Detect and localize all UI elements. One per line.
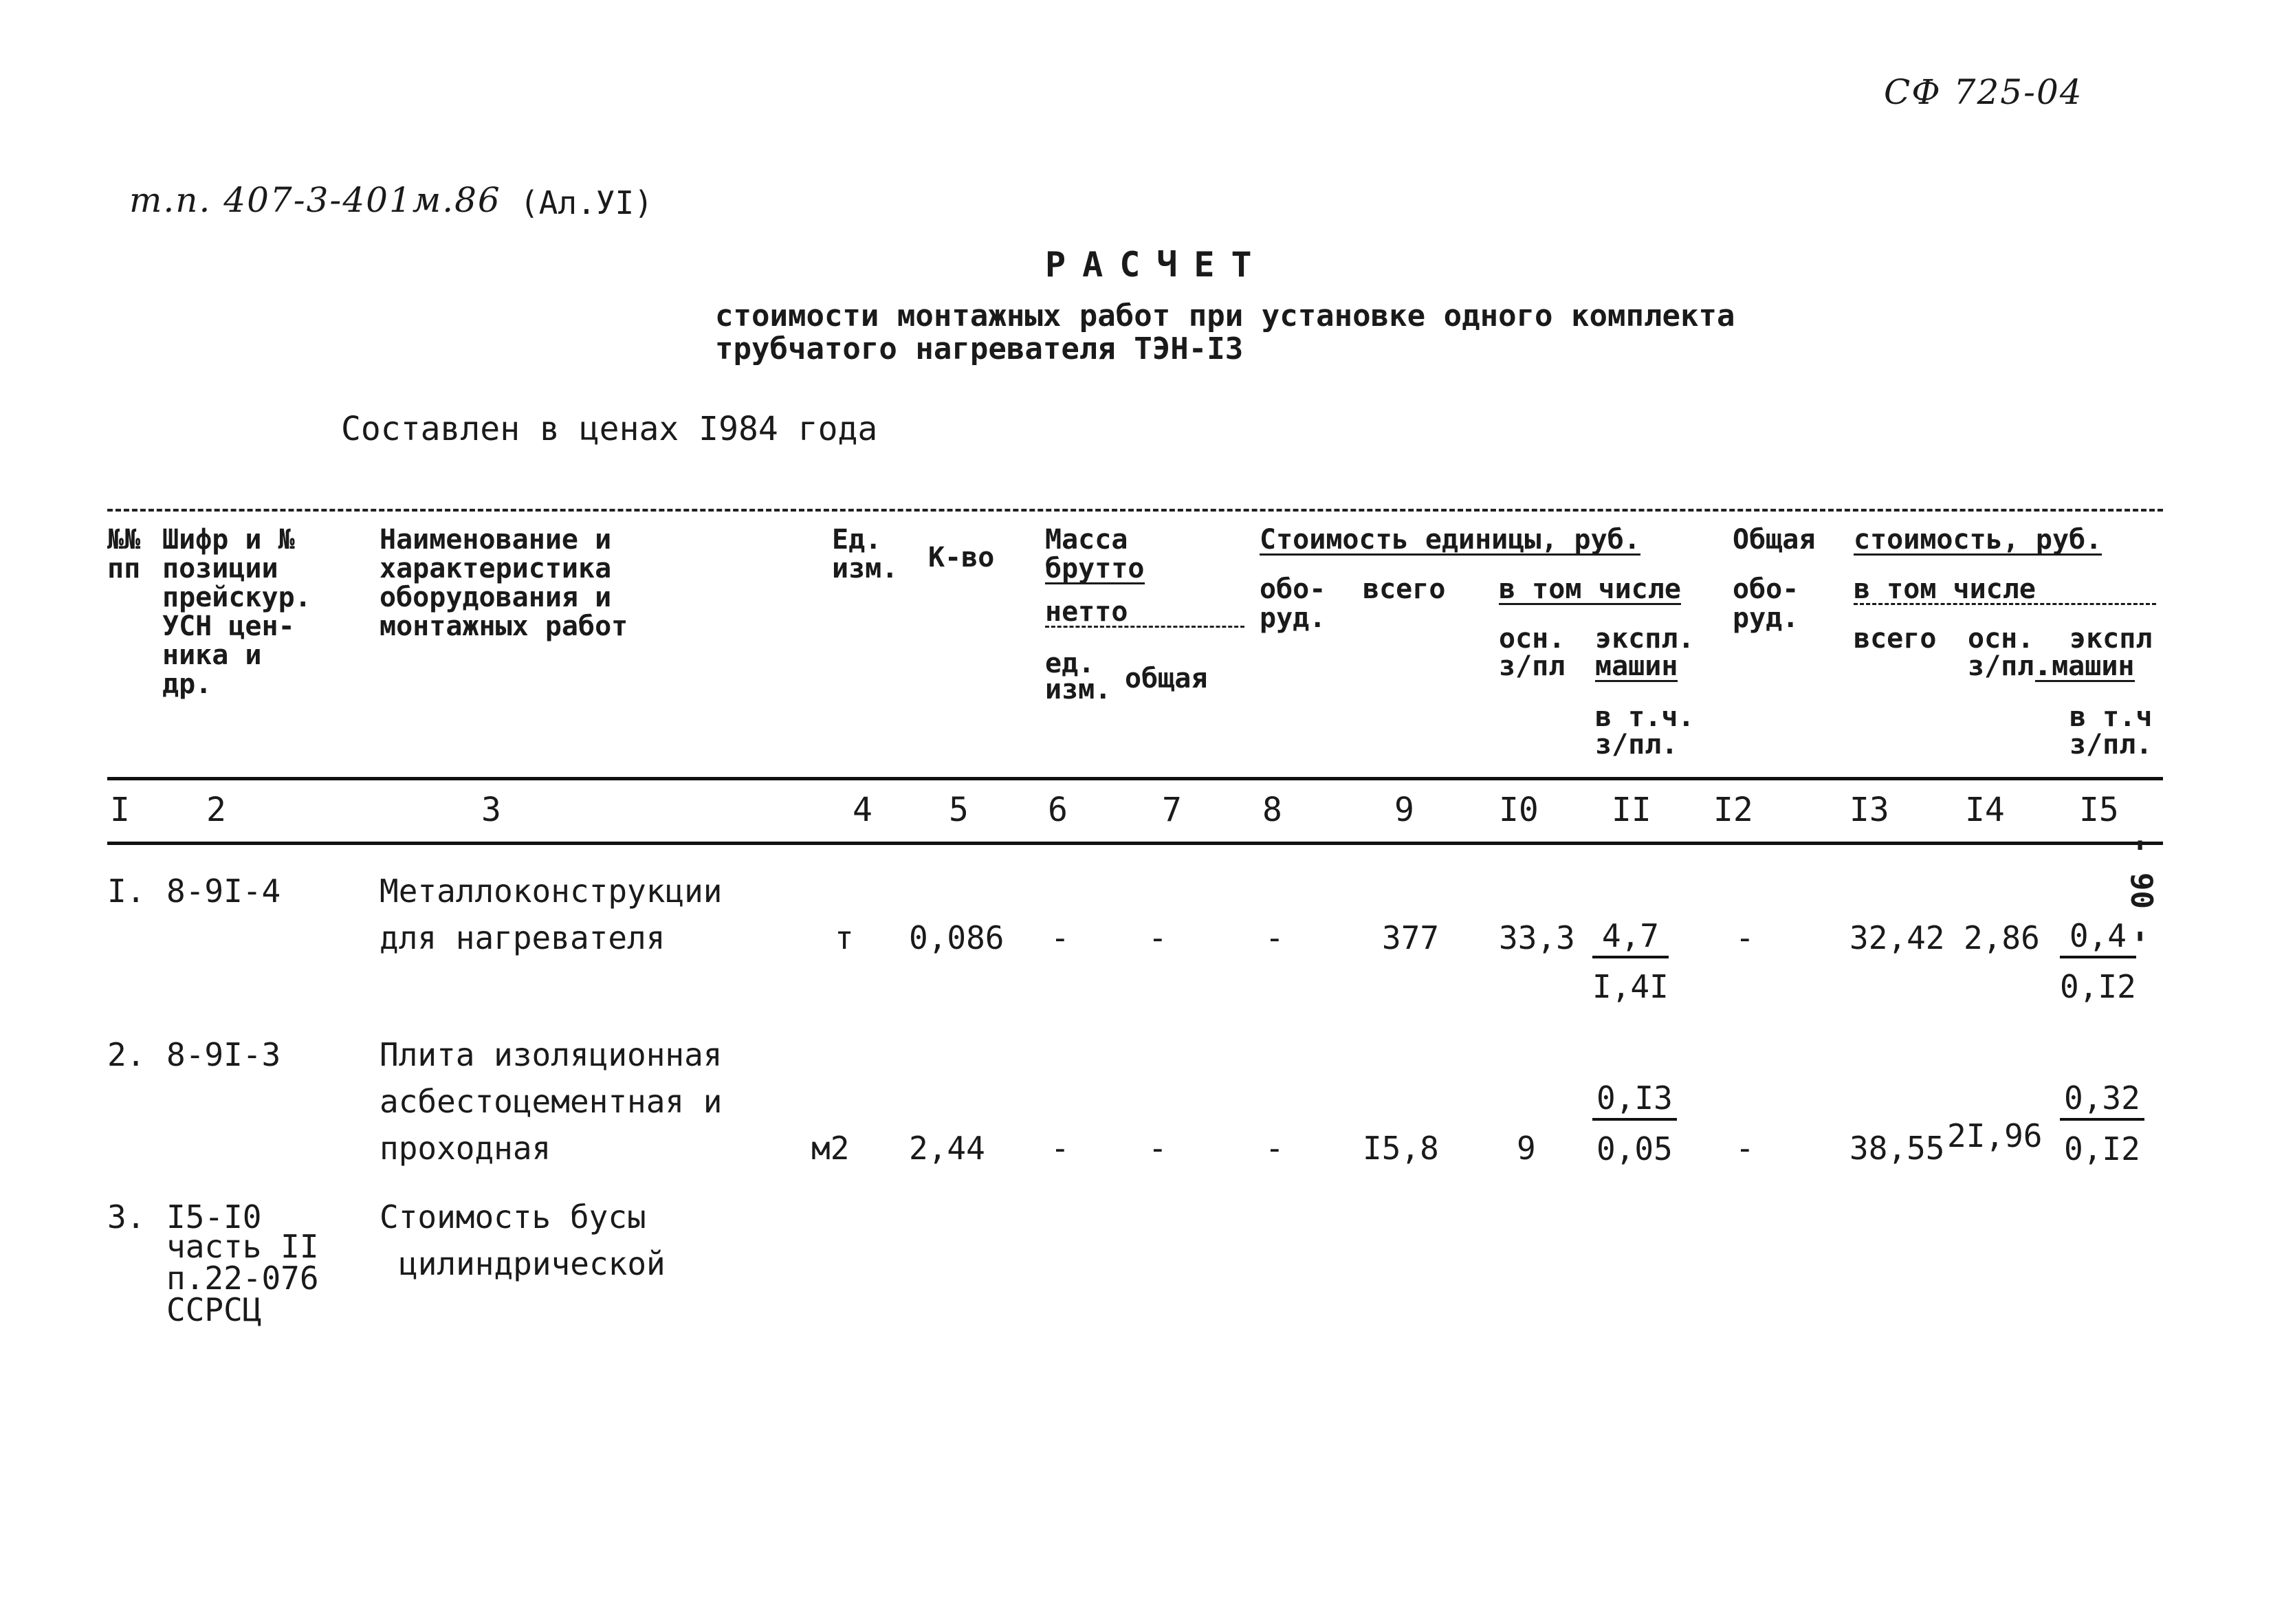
row1-total-2: 32,42 <box>1849 919 1945 956</box>
header-incl-wage-line2: з/пл. <box>1595 729 1678 760</box>
header-netto: нетто <box>1045 598 1244 628</box>
price-basis-note: Составлен в ценах I984 года <box>341 410 878 448</box>
row2-machines-fraction <box>1592 1079 1677 1167</box>
colnum-6: 6 <box>1048 791 1068 829</box>
row2-wage-2: 2I,96 <box>1947 1117 2043 1154</box>
page-title: РАСЧЕТ <box>1045 245 1269 285</box>
row2-name-line3: проходная <box>380 1130 551 1167</box>
header-bottom-rule <box>107 777 2163 780</box>
header-unit-line2: изм. <box>832 553 899 584</box>
header-total-cost: стоимость, руб. <box>1854 524 2102 556</box>
header-incl-wrap <box>1499 575 1681 605</box>
subtitle-line-2: трубчатого нагревателя ТЭН-I3 <box>715 331 1244 366</box>
colnum-8: 8 <box>1262 791 1282 829</box>
row3-code-line4: ССРСЦ <box>166 1291 262 1328</box>
row2-wage: 9 <box>1517 1130 1536 1167</box>
header-brutto: брутто <box>1045 553 1145 584</box>
colnum-11: II <box>1612 791 1651 829</box>
row1-machines-wage-2: 0,I2 <box>2060 968 2136 1005</box>
row2-name-line1: Плита изоляционная <box>380 1036 723 1073</box>
colnum-4: 4 <box>853 791 872 829</box>
row1-name-line2: для нагревателя <box>380 919 666 956</box>
header-mass-unit-line2: изм. <box>1045 674 1112 705</box>
header-code-line1: Шифр и № <box>162 524 295 556</box>
header-name-line4: монтажных работ <box>380 611 628 642</box>
row2-qty: 2,44 <box>909 1130 985 1167</box>
row3-code-line1: I5-I0 <box>166 1198 262 1236</box>
row2-machines-wage: 0,05 <box>1596 1130 1673 1167</box>
row3-code-line3: п.22-076 <box>166 1260 319 1297</box>
header-mass: Масса <box>1045 524 1128 556</box>
row3-name-line2: цилиндрической <box>399 1245 666 1282</box>
row1-unit: т <box>835 919 854 956</box>
row1-name-line1: Металлоконструкции <box>380 873 723 910</box>
row2-unit-total: I5,8 <box>1363 1130 1439 1167</box>
header-mass-unit-line1: ед. <box>1045 648 1095 679</box>
colnum-9: 9 <box>1394 791 1414 829</box>
row1-machines-wage: I,4I <box>1592 968 1669 1005</box>
row2-machines2-fraction <box>2060 1079 2144 1167</box>
row2-total-2: 38,55 <box>1849 1130 1945 1167</box>
album-reference: (Ал.УI) <box>520 184 653 221</box>
table-top-rule <box>107 509 2163 512</box>
row1-machines: 4,7 <box>1592 917 1669 958</box>
row1-wage-2: 2,86 <box>1964 919 2040 956</box>
header-total-cost-word: Общая <box>1733 524 1816 556</box>
header-incl-wage2-line2: з/пл. <box>2069 729 2153 760</box>
header-mass-total: общая <box>1125 663 1208 694</box>
document-stamp: СФ 725-04 <box>1884 72 2083 112</box>
header-including: в том числе <box>1499 573 1681 605</box>
header-incl-wage-line1: в т.ч. <box>1595 701 1695 733</box>
colnum-14: I4 <box>1965 791 2005 829</box>
header-wage2-line1: осн. <box>1968 623 2034 655</box>
colnum-1: I <box>110 791 130 829</box>
header-total-cost-wrap <box>1854 525 2102 556</box>
row2-name-line2: асбестоцементная и <box>380 1083 723 1120</box>
row1-machines-fraction <box>1592 917 1669 1005</box>
header-machines2-wrap <box>2035 652 2135 682</box>
subtitle-line-1: стоимости монтажных работ при установке одного комплекта <box>715 298 1735 333</box>
header-name-line3: оборудования и <box>380 582 612 613</box>
row2-code: 8-9I-3 <box>166 1036 281 1073</box>
header-unit-total: всего <box>1363 573 1446 605</box>
colnum-10: I0 <box>1499 791 1539 829</box>
row2-equipment: - <box>1265 1130 1284 1167</box>
row1-code: 8-9I-4 <box>166 873 281 910</box>
row1-mass-total: - <box>1148 919 1167 956</box>
colnum-13: I3 <box>1849 791 1889 829</box>
header-total-2: всего <box>1854 623 1937 655</box>
header-wage-line1: осн. <box>1499 623 1566 655</box>
header-wage2-line2: з/пл. <box>1968 650 2051 682</box>
row2-machines-wage-2: 0,I2 <box>2064 1130 2140 1167</box>
header-brutto-wrap <box>1045 554 1145 584</box>
header-unit-line1: Ед. <box>832 524 882 556</box>
row1-mass-unit: - <box>1051 919 1070 956</box>
header-code-line3: прейскур. <box>162 582 311 613</box>
header-wage-line2: з/пл <box>1499 650 1566 682</box>
row2-mass-unit: - <box>1051 1130 1070 1167</box>
header-machines2-line1: экспл <box>2069 623 2153 655</box>
header-incl-wage2-line1: в т.ч <box>2069 701 2153 733</box>
row3-no: 3. <box>107 1198 146 1236</box>
header-machines-wrap <box>1595 652 1678 682</box>
header-no-line1: №№ <box>107 524 141 556</box>
colnum-12: I2 <box>1713 791 1753 829</box>
header-machines2-line2: .машин <box>2035 650 2135 682</box>
header-code-line6: др. <box>162 668 212 700</box>
header-including-2: в том числе <box>1854 575 2156 605</box>
row1-equipment: - <box>1265 919 1284 956</box>
header-machines-line2: машин <box>1595 650 1678 682</box>
header-code-line5: ника и <box>162 639 262 671</box>
page-number-mark: - 90 - <box>2124 836 2159 945</box>
header-name-line1: Наименование и <box>380 524 612 556</box>
row2-unit: м2 <box>811 1130 850 1167</box>
header-quantity: К-во <box>928 542 995 573</box>
project-reference: т.п. 407-3-401м.86 <box>129 180 501 220</box>
colnum-2: 2 <box>206 791 226 829</box>
row2-equipment-2: - <box>1735 1130 1755 1167</box>
row1-machines-2: 0,4 <box>2060 917 2136 958</box>
header-equip2-line1: обо- <box>1733 573 1799 605</box>
colnum-15: I5 <box>2079 791 2119 829</box>
header-name-line2: характеристика <box>380 553 612 584</box>
header-code-line2: позиции <box>162 553 278 584</box>
header-incl2-wrap <box>1854 575 2156 605</box>
header-machines-line1: экспл. <box>1595 623 1695 655</box>
row2-machines: 0,I3 <box>1592 1079 1677 1121</box>
row2-no: 2. <box>107 1036 146 1073</box>
header-code-line4: УСН цен- <box>162 611 295 642</box>
row1-wage: 33,3 <box>1499 919 1575 956</box>
row2-machines-2: 0,32 <box>2060 1079 2144 1121</box>
colnum-7: 7 <box>1162 791 1182 829</box>
header-equip-line1: обо- <box>1260 573 1326 605</box>
header-unit-cost: Стоимость единицы, руб. <box>1260 524 1640 556</box>
row1-no: I. <box>107 873 146 910</box>
row3-code-line2: часть II <box>166 1228 319 1265</box>
row1-equipment-2: - <box>1735 919 1755 956</box>
header-equip-line2: руд. <box>1260 602 1326 634</box>
colnum-5: 5 <box>949 791 969 829</box>
colnum-3: 3 <box>481 791 501 829</box>
row1-unit-total: 377 <box>1382 919 1440 956</box>
row3-name-line1: Стоимость бусы <box>380 1198 646 1236</box>
column-number-rule <box>107 842 2163 845</box>
row1-qty: 0,086 <box>909 919 1004 956</box>
header-equip2-line2: руд. <box>1733 602 1799 634</box>
row2-mass-total: - <box>1148 1130 1167 1167</box>
header-no-line2: пп <box>107 553 141 584</box>
header-unit-cost-wrap <box>1260 525 1640 556</box>
